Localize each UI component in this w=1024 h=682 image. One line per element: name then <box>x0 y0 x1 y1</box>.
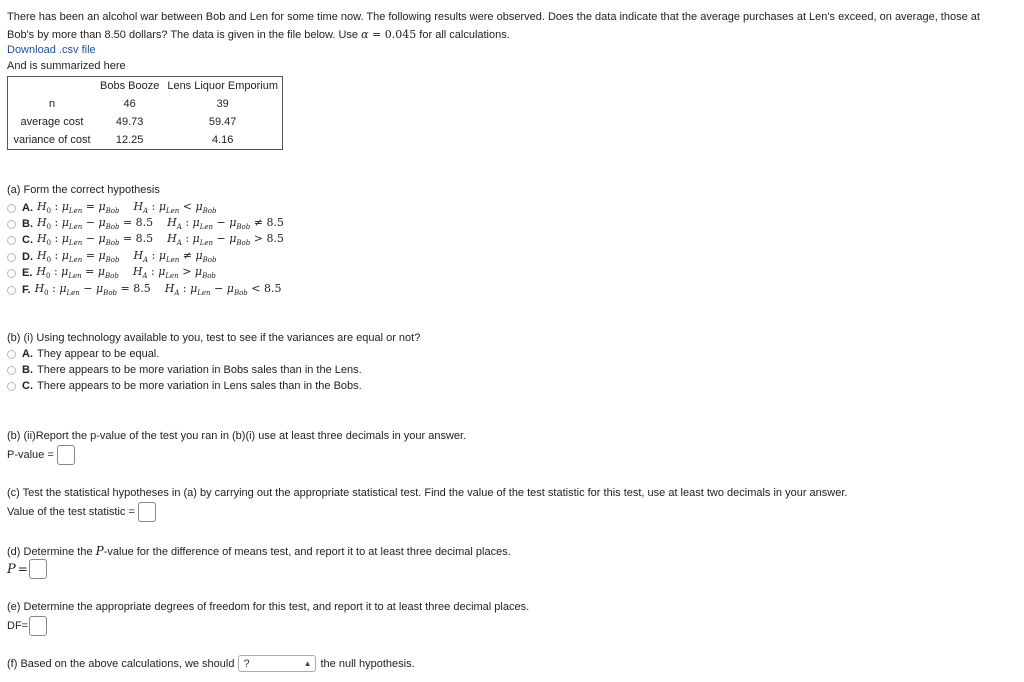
part-a-option-a[interactable] <box>7 200 217 216</box>
option-letter: B. <box>22 218 33 230</box>
null-hypothesis: $H_0$ : $\mu_{Len} - \mu_{Bob} = 8.5$ <box>37 216 154 232</box>
radio-button[interactable] <box>7 204 16 213</box>
option-letter: E. <box>22 267 33 279</box>
table-row <box>8 95 283 113</box>
summary-table <box>7 76 283 150</box>
radio-button[interactable] <box>7 366 16 375</box>
table-row <box>8 131 283 150</box>
hypothesis-expression <box>35 282 282 297</box>
summary-label: And is summarized here <box>7 60 126 72</box>
alpha-symbol: α <box>361 28 369 41</box>
hypothesis-expression <box>37 216 284 231</box>
part-d-title-post: -value for the difference of means test, and report it to at least three decimal places. <box>103 546 511 558</box>
part-a-option-e[interactable] <box>7 265 216 281</box>
table-cell: 12.25 <box>115 134 144 146</box>
part-f-pre: (f) Based on the above calculations, we should <box>7 657 235 670</box>
table-cell: 39 <box>216 98 229 110</box>
part-a-option-b[interactable] <box>7 216 284 232</box>
option-letter: B. <box>22 364 33 376</box>
null-hypothesis: $H_0$ : $\mu_{Len} = \mu_{Bob}$ <box>36 265 119 281</box>
table-cell: 46 <box>123 98 136 110</box>
part-b1-option-c[interactable] <box>7 378 362 394</box>
table-cell: n <box>48 98 56 110</box>
test-statistic-input[interactable] <box>138 502 156 522</box>
hypothesis-expression <box>37 232 284 247</box>
part-f-post: the null hypothesis. <box>320 657 415 670</box>
radio-button[interactable] <box>7 382 16 391</box>
null-hypothesis: $H_0$ : $\mu_{Len} - \mu_{Bob} = 8.5$ <box>37 232 154 248</box>
alpha-value: = 0.045 <box>368 28 417 41</box>
df-row <box>7 616 47 636</box>
part-b1-option-b[interactable] <box>7 362 362 378</box>
hypothesis-expression <box>37 200 217 215</box>
p-value-row <box>7 445 75 465</box>
radio-button[interactable] <box>7 220 16 229</box>
table-cell: 4.16 <box>211 134 234 146</box>
part-e-title: (e) Determine the appropriate degrees of freedom for this test, and report it to at least three decimal places. <box>7 601 530 613</box>
part-d-title <box>7 544 511 558</box>
option-text: There appears to be more variation in Lens sales than in the Bobs. <box>37 380 362 392</box>
option-text: There appears to be more variation in Bobs sales than in the Lens. <box>37 364 362 376</box>
part-b1-title: (b) (i) Using technology available to you, test to see if the variances are equal or not? <box>7 332 421 344</box>
part-b1-option-a[interactable] <box>7 346 159 362</box>
part-c-title: (c) Test the statistical hypotheses in (a) by carrying out the appropriate statistical test. Find the value of the test statistic for this test, use at least two decimals in your answer. <box>7 487 848 499</box>
p-label-equals: = <box>17 562 28 576</box>
table-cell: 49.73 <box>115 116 144 128</box>
table-header-cell: Bobs Booze <box>100 80 160 92</box>
radio-button[interactable] <box>7 253 16 262</box>
null-hypothesis: $H_0$ : $\mu_{Len} = \mu_{Bob}$ <box>37 200 120 216</box>
part-f-row <box>7 655 415 672</box>
radio-button[interactable] <box>7 350 16 359</box>
table-cell: variance of cost <box>13 134 91 146</box>
table-header-cell: Lens Liquor Emporium <box>167 80 278 92</box>
alternative-hypothesis: $H_A$ : $\mu_{Len} - \mu_{Bob} \ne 8.5$ <box>167 216 284 232</box>
table-row <box>8 113 283 131</box>
option-letter: C. <box>22 234 33 246</box>
option-letter: A. <box>22 348 33 360</box>
option-letter: A. <box>22 202 33 214</box>
problem-intro <box>7 9 997 44</box>
select-arrows-icon: ▲ <box>303 659 312 668</box>
option-letter: D. <box>22 251 33 263</box>
diff-means-p-input[interactable] <box>29 559 47 579</box>
part-a-option-d[interactable] <box>7 249 217 265</box>
part-a-option-c[interactable] <box>7 232 284 248</box>
test-statistic-label: Value of the test statistic = <box>7 506 135 518</box>
hypothesis-expression <box>37 249 217 264</box>
test-statistic-row <box>7 502 156 522</box>
download-csv-link[interactable]: Download .csv file <box>7 44 96 56</box>
part-d-title-pre: (d) Determine the <box>7 546 96 558</box>
df-label: DF= <box>7 620 29 632</box>
df-input[interactable] <box>29 616 47 636</box>
option-text: They appear to be equal. <box>37 348 160 360</box>
radio-button[interactable] <box>7 286 16 295</box>
radio-button[interactable] <box>7 236 16 245</box>
null-hypothesis: $H_0$ : $\mu_{Len} - \mu_{Bob} = 8.5$ <box>34 282 151 298</box>
null-hypothesis: $H_0$ : $\mu_{Len} = \mu_{Bob}$ <box>37 249 120 265</box>
table-header-cell <box>8 77 97 96</box>
hypothesis-expression <box>36 265 216 280</box>
alternative-hypothesis: $H_A$ : $\mu_{Len} - \mu_{Bob} > 8.5$ <box>167 232 284 248</box>
part-b2-title: (b) (ii)Report the p-value of the test you ran in (b)(i) use at least three decimals in your answer. <box>7 430 467 442</box>
part-a-title: (a) Form the correct hypothesis <box>7 184 160 196</box>
p-symbol: P <box>95 544 104 558</box>
p-value-input[interactable] <box>57 445 75 465</box>
option-letter: C. <box>22 380 33 392</box>
diff-means-p-row <box>7 559 47 579</box>
alternative-hypothesis: $H_A$ : $\mu_{Len} - \mu_{Bob} < 8.5$ <box>164 282 282 298</box>
alternative-hypothesis: $H_A$ : $\mu_{Len} > \mu_{Bob}$ <box>132 265 216 281</box>
intro-text-1: There has been an alcohol war between Bob and Len for some time now. The following results were observed. Does the data indicate that the average purchases at Len's exceed, on average, those at Bob's by more than 8.50 dollars? The data is given in the file below. Use <box>7 11 980 41</box>
p-value-label: P-value = <box>7 449 54 461</box>
decision-select[interactable] <box>238 655 316 672</box>
part-a-option-f[interactable] <box>7 282 282 298</box>
table-cell: 59.47 <box>208 116 237 128</box>
table-header-row <box>8 77 283 96</box>
alternative-hypothesis: $H_A$ : $\mu_{Len} \ne \mu_{Bob}$ <box>133 249 217 265</box>
alternative-hypothesis: $H_A$ : $\mu_{Len} < \mu_{Bob}$ <box>133 200 217 216</box>
decision-select-value: ? <box>243 657 250 670</box>
option-letter: F. <box>22 284 31 296</box>
p-label-symbol: P <box>7 561 16 577</box>
intro-text-2: for all calculations. <box>416 29 510 41</box>
radio-button[interactable] <box>7 269 16 278</box>
table-cell: average cost <box>20 116 84 128</box>
